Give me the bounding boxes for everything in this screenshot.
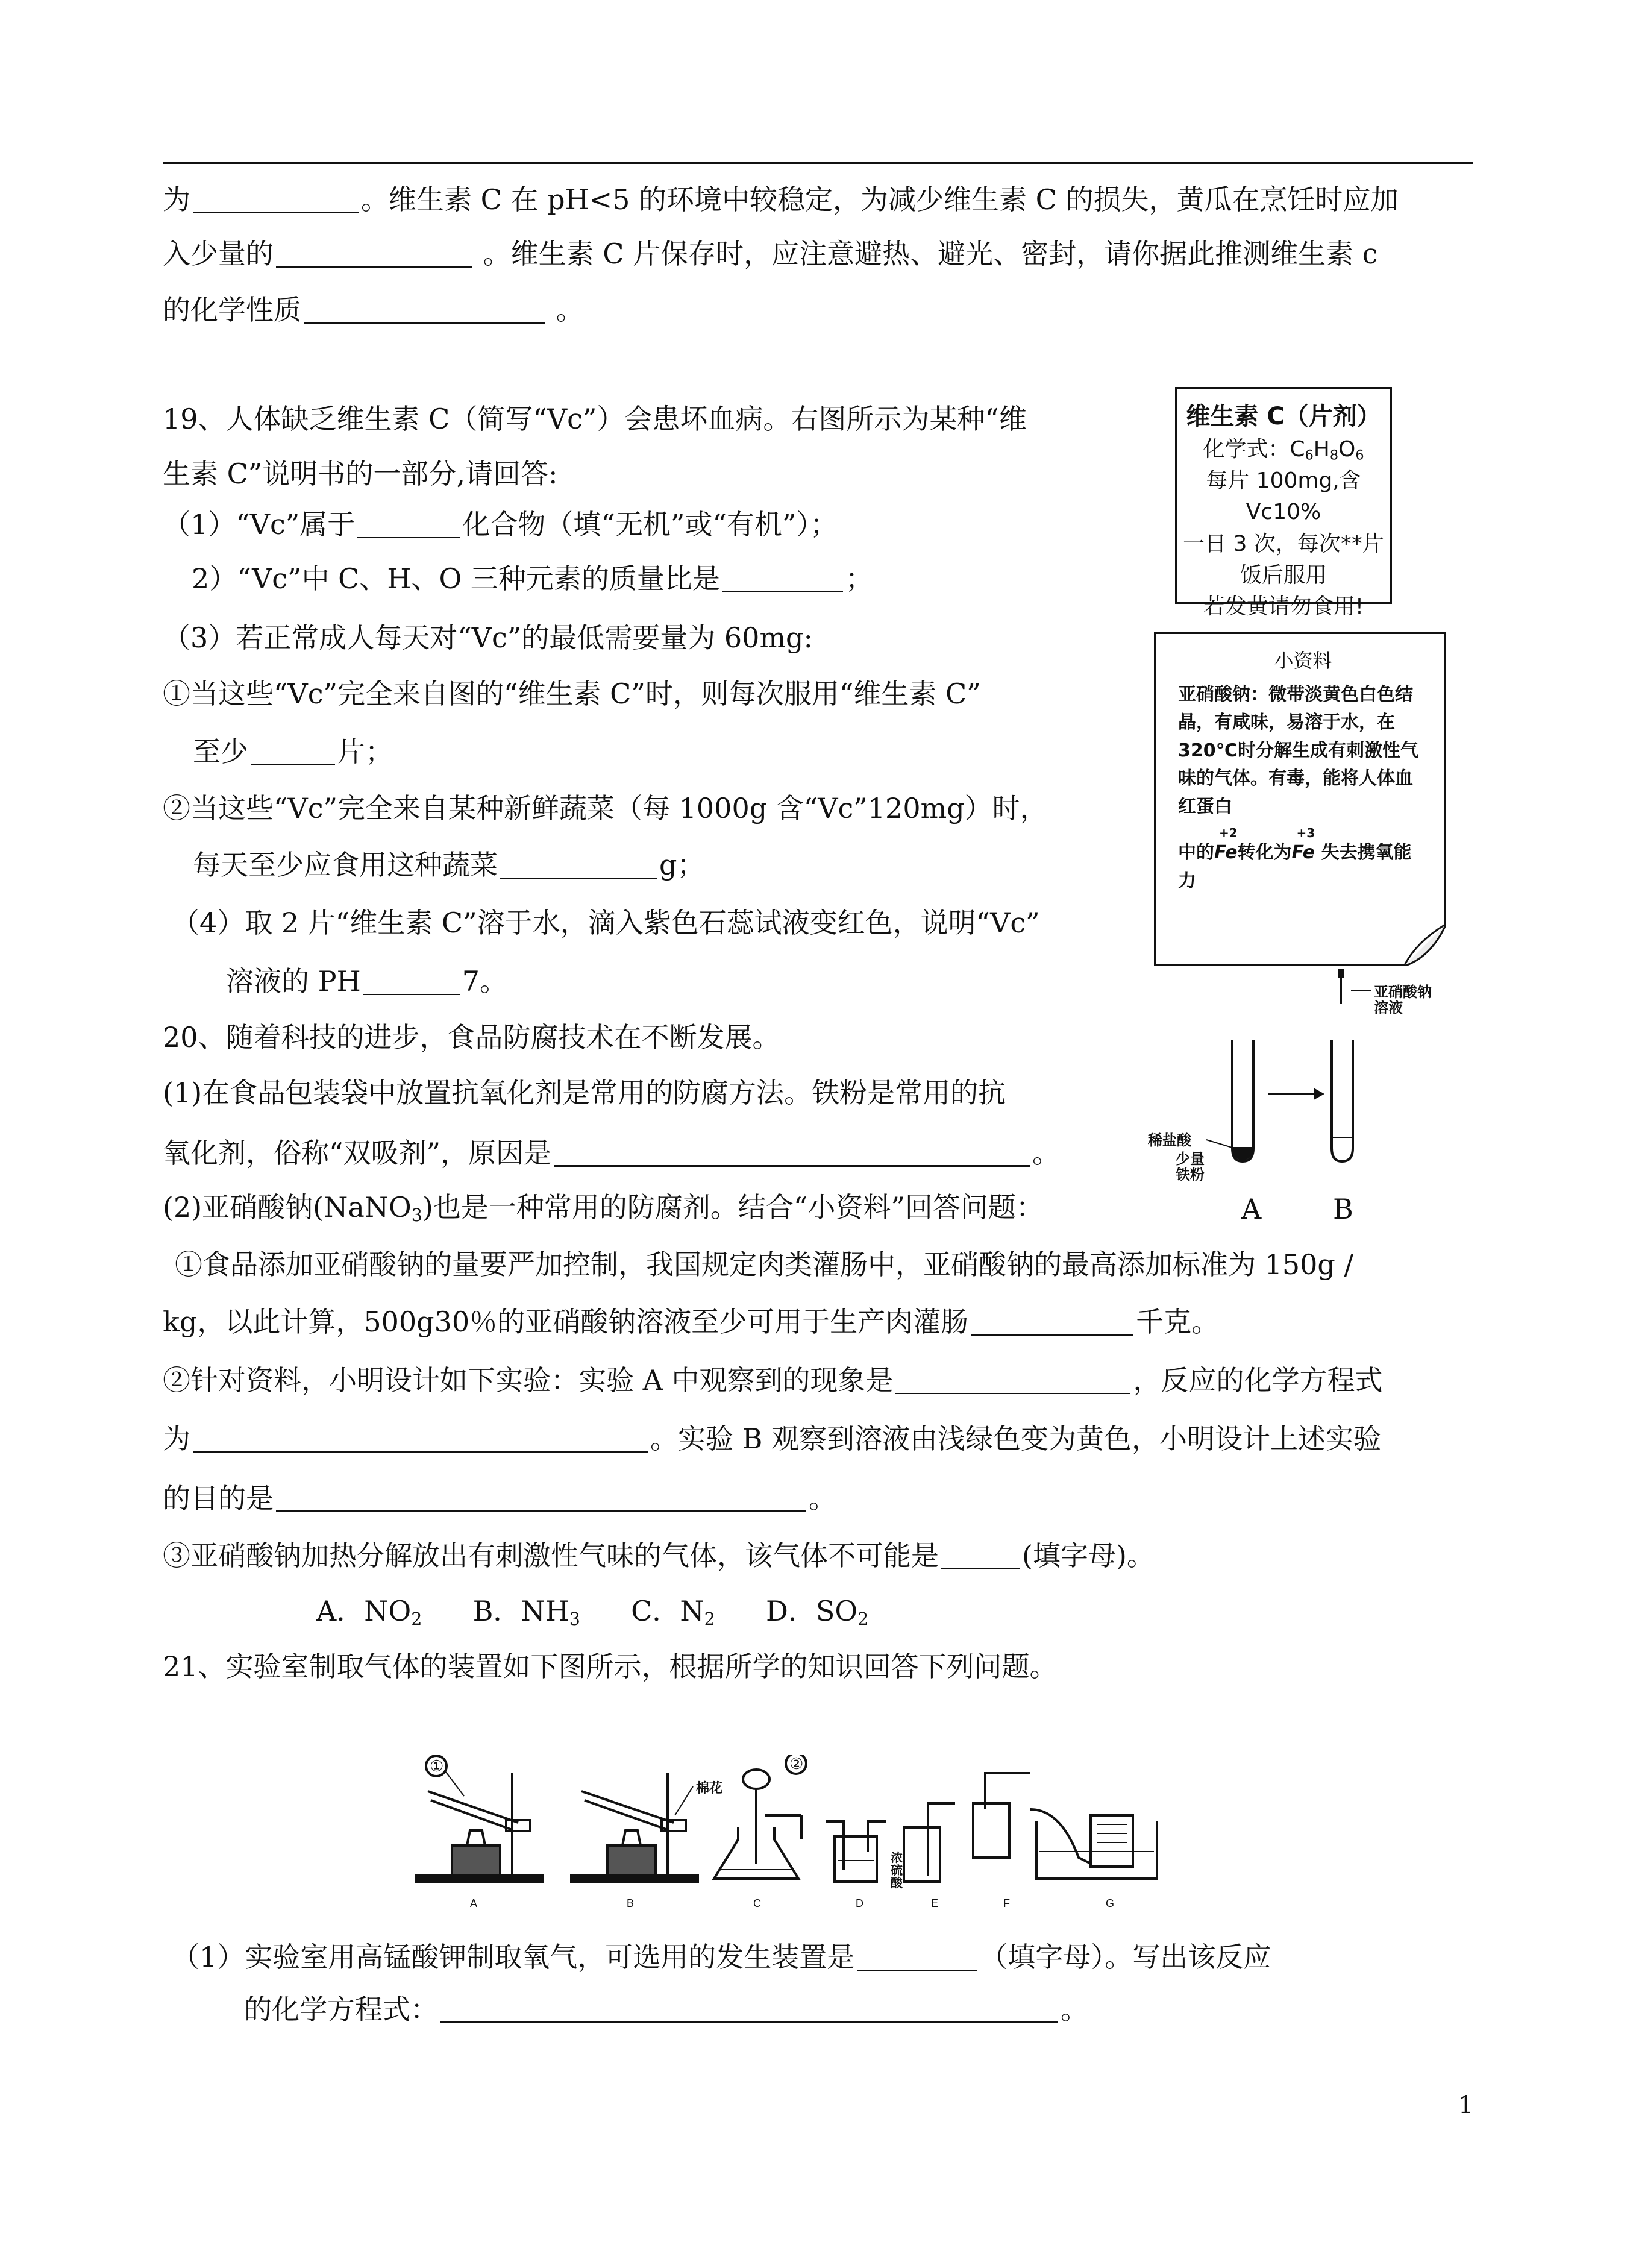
q19-part-1: （1）“Vc”属于 化合物（填“无机”或“有机”）；: [163, 508, 838, 541]
vc-box-title: 维生素 C（片剂）: [1186, 403, 1381, 430]
q21-blank-2[interactable]: [440, 1994, 1058, 2023]
q19-blank-4[interactable]: [500, 850, 657, 879]
option-b: B．$NH_3$: [472, 1595, 580, 1630]
apparatus-mark-1: ①: [430, 1758, 444, 1776]
q19-part-3b-2: 每天至少应食用这种蔬菜 g；: [193, 849, 705, 882]
test-tube-b: [1332, 1040, 1353, 1161]
q20-a2-3: 的目的是 。: [163, 1482, 836, 1515]
apparatus-label-f: F: [1003, 1897, 1010, 1909]
q19-blank-3[interactable]: [251, 737, 335, 765]
apparatus-label-c: C: [753, 1897, 761, 1909]
info-box-body: 亚硝酸钠：微带淡黄色白色结晶，有咸味，易溶于水，在320℃时分解生成有刺激性气味的气体。有毒，能将人体血红蛋白: [1178, 683, 1418, 817]
apparatus-figure: [410, 1755, 1241, 1912]
option-c: C．$N_2$: [631, 1595, 715, 1630]
apparatus-mark-2: ②: [789, 1755, 804, 1773]
arrow-icon: [1268, 1088, 1324, 1100]
apparatus-b: [571, 1773, 698, 1882]
q19-part-3a-1: ①当这些“Vc”完全来自图的“维生素 C”时，则每次服用“维生素 C”: [163, 677, 981, 710]
option-a: A．$NO_2$: [316, 1595, 422, 1630]
q18-line-3: 的化学性质 。: [163, 294, 584, 327]
q20-part-1-2: 氧化剂，俗称“双吸剂”，原因是 。: [163, 1137, 1061, 1170]
page-curl-icon: [1404, 924, 1446, 966]
q20-a1-2: kg，以此计算，500g30％的亚硝酸钠溶液至少可用于生产肉灌肠 千克。: [163, 1305, 1220, 1339]
q21-part-1-2: 的化学方程式： 。: [244, 1993, 1088, 2026]
q20-blank-5[interactable]: [276, 1483, 806, 1512]
q19-blank-2[interactable]: [722, 564, 843, 592]
q18-blank-2[interactable]: [276, 238, 472, 268]
info-box-title: 小资料: [1274, 649, 1332, 672]
apparatus-label-g: G: [1106, 1897, 1115, 1909]
q18-blank-3[interactable]: [304, 294, 545, 324]
label-nitrite-solution: 亚硝酸钠溶液: [1374, 984, 1432, 1017]
q18-blank-1[interactable]: [193, 184, 359, 213]
q20-blank-6[interactable]: [941, 1540, 1020, 1569]
label-conc-sulfuric-acid: 浓硫酸: [891, 1850, 903, 1890]
q19-part-3a-2: 至少 片；: [193, 735, 393, 768]
q19-intro-1: 19、人体缺乏维生素 C（简写“Vc”）会患坏血病。右图所示为某种“维: [163, 403, 1027, 435]
apparatus-label-e: E: [931, 1897, 939, 1909]
q20-a1-1: ①食品添加亚硝酸钠的量要严加控制，我国规定肉类灌肠中，亚硝酸钠的最高添加标准为 150g /: [175, 1248, 1353, 1281]
q19-part-2: 2）“Vc”中 C、H、O 三种元素的质量比是 ；: [192, 562, 873, 595]
q20-a3: ③亚硝酸钠加热分解放出有刺激性气味的气体，该气体不可能是 (填字母)。: [163, 1539, 1155, 1572]
apparatus-label-a: A: [470, 1897, 478, 1909]
q18-line-2: 入少量的 。维生素 C 片保存时，应注意避热、避光、密封，请你据此推测维生素 c: [163, 237, 1378, 271]
q21-blank-1[interactable]: [857, 1942, 977, 1971]
q20-part-1-1: (1)在食品包装袋中放置抗氧化剂是常用的防腐方法。铁粉是常用的抗: [163, 1076, 1006, 1109]
vc-box-line-2: 每片 100mg,含 Vc10%: [1206, 468, 1361, 525]
q19-part-4-2: 溶液的 PH 7。: [226, 965, 507, 998]
acid-leader-line: [1206, 1140, 1234, 1148]
label-iron-powder: 少量铁粉: [1176, 1151, 1205, 1184]
q21-intro: 21、实验室制取气体的装置如下图所示，根据所学的知识回答下列问题。: [163, 1650, 1058, 1683]
q18-line-1: 为 。维生素 C 在 pH<5 的环境中较稳定，为减少维生素 C 的损失，黄瓜在烹饪时应加: [163, 183, 1399, 216]
dropper-icon: [1338, 969, 1344, 1004]
option-d: D．$SO_2$: [766, 1595, 869, 1630]
page-number: 1: [1458, 2091, 1474, 2119]
header-rule: [163, 162, 1473, 164]
apparatus-g: [1030, 1809, 1157, 1879]
q19-blank-1[interactable]: [357, 509, 460, 538]
tube-experiment-figure: [1163, 967, 1500, 1184]
vc-box-line-4: 饭后服用: [1240, 562, 1327, 588]
q19-part-3b-1: ②当这些“Vc”完全来自某种新鲜蔬菜（每 1000g 含“Vc”120mg）时，: [163, 792, 1048, 825]
vc-box-formula: 化学式：$C_6H_8O_6$: [1203, 437, 1364, 463]
test-tube-a: [1232, 1040, 1253, 1161]
apparatus-d: [826, 1821, 886, 1882]
apparatus-label-d: D: [856, 1897, 863, 1909]
label-cotton: 棉花: [696, 1781, 723, 1796]
q20-options: [316, 1597, 868, 1629]
apparatus-label-b: B: [627, 1897, 635, 1909]
q20-intro: 20、随着科技的进步，食品防腐技术在不断发展。: [163, 1021, 780, 1054]
q20-blank-4[interactable]: [193, 1424, 648, 1453]
label-tube-a: A: [1241, 1193, 1262, 1225]
q20-part-2: (2)亚硝酸钠(NaNO$_3$)也是一种常用的防腐剂。结合“小资料”回答问题：: [163, 1191, 1044, 1226]
apparatus-f: [973, 1773, 1030, 1858]
apparatus-e: [904, 1803, 955, 1882]
q20-blank-3[interactable]: [895, 1365, 1130, 1394]
q19-intro-2: 生素 C”说明书的一部分,请回答:: [163, 457, 558, 490]
info-box-last-line: 中的Fe +2 转化为Fe +3 失去携氧能力: [1178, 826, 1412, 891]
vc-box-line-5: 若发黄请勿食用!: [1203, 594, 1364, 619]
label-tube-b: B: [1333, 1193, 1353, 1225]
q20-blank-2[interactable]: [971, 1307, 1133, 1336]
apparatus-c: [714, 1755, 806, 1879]
q19-part-3: （3）若正常成人每天对“Vc”的最低需要量为 60mg:: [163, 621, 813, 654]
q20-a2-1: ②针对资料，小明设计如下实验：实验 A 中观察到的现象是 ，反应的化学方程式: [163, 1364, 1383, 1397]
q19-part-4-1: （4）取 2 片“维生素 C”溶于水，滴入紫色石蕊试液变红色，说明“Vc”: [172, 906, 1040, 939]
vitamin-c-label-box: [1175, 387, 1392, 619]
q19-blank-5[interactable]: [363, 966, 460, 995]
q20-a2-2: 为 。实验 B 观察到溶液由浅绿色变为黄色，小明设计上述实验: [163, 1422, 1382, 1456]
vc-box-line-3: 一日 3 次，每次**片: [1183, 531, 1384, 556]
q21-part-1-1: （1）实验室用高锰酸钾制取氧气，可选用的发生装置是 （填字母）。写出该反应: [172, 1941, 1271, 1974]
info-note-box: [1154, 632, 1446, 966]
q20-blank-1[interactable]: [554, 1137, 1030, 1167]
label-dilute-acid: 稀盐酸: [1148, 1132, 1191, 1149]
